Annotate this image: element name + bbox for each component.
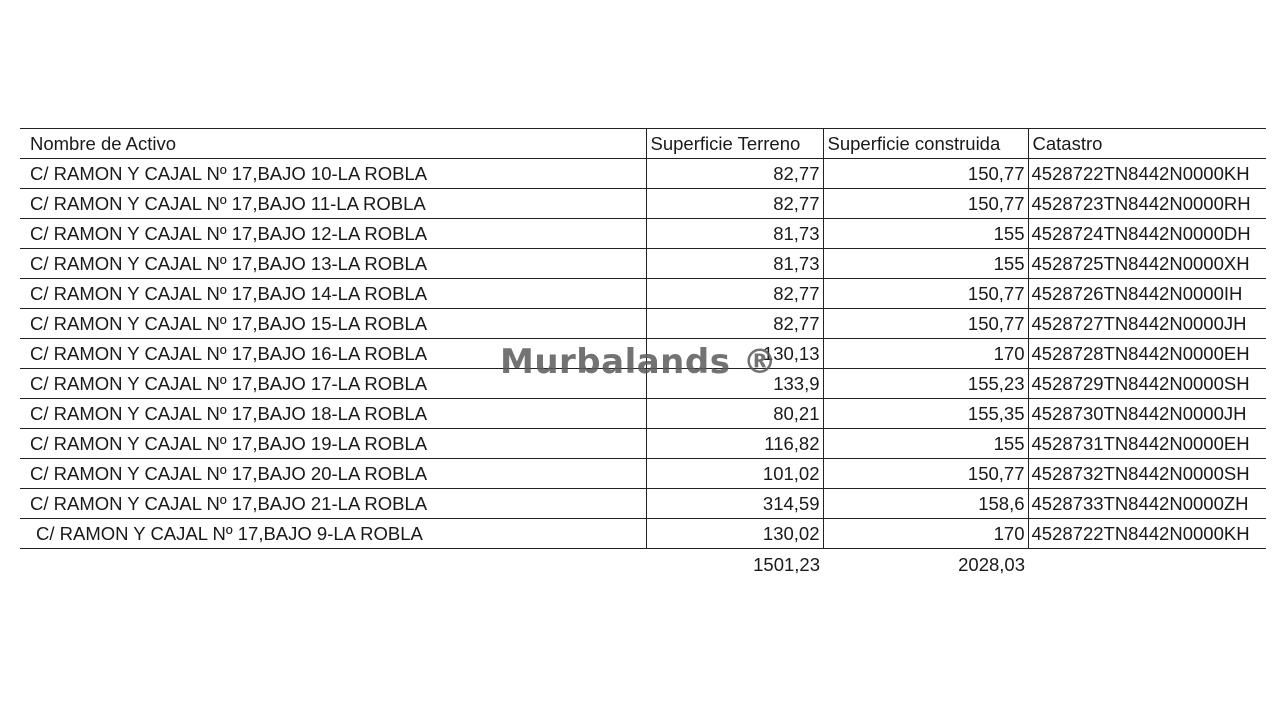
land-area: 81,73 — [646, 219, 823, 249]
built-area: 155 — [823, 249, 1028, 279]
asset-table — [20, 128, 1266, 579]
land-area: 116,82 — [646, 429, 823, 459]
table-row — [20, 369, 1266, 399]
land-area: 101,02 — [646, 459, 823, 489]
cadastre: 4528722TN8442N0000KH — [1028, 519, 1266, 549]
built-area: 170 — [823, 519, 1028, 549]
cadastre: 4528728TN8442N0000EH — [1028, 339, 1266, 369]
built-area: 150,77 — [823, 309, 1028, 339]
totals-label-cell — [20, 549, 646, 580]
totals-empty-cell — [1028, 549, 1266, 580]
built-area: 155 — [823, 219, 1028, 249]
table-header-row — [20, 129, 1266, 159]
table-row — [20, 279, 1266, 309]
land-area: 82,77 — [646, 279, 823, 309]
cadastre: 4528731TN8442N0000EH — [1028, 429, 1266, 459]
asset-name: C/ RAMON Y CAJAL Nº 17,BAJO 21-LA ROBLA — [20, 489, 646, 519]
total-built-area: 2028,03 — [958, 553, 1025, 575]
land-area: 81,73 — [646, 249, 823, 279]
built-area: 155,23 — [823, 369, 1028, 399]
table-row — [20, 309, 1266, 339]
asset-name: C/ RAMON Y CAJAL Nº 17,BAJO 12-LA ROBLA — [20, 219, 646, 249]
cadastre: 4528729TN8442N0000SH — [1028, 369, 1266, 399]
asset-name: C/ RAMON Y CAJAL Nº 17,BAJO 17-LA ROBLA — [20, 369, 646, 399]
header-name: Nombre de Activo — [20, 129, 646, 159]
land-area: 82,77 — [646, 159, 823, 189]
asset-sheet — [20, 128, 1266, 579]
asset-name: C/ RAMON Y CAJAL Nº 17,BAJO 19-LA ROBLA — [20, 429, 646, 459]
table-row — [20, 339, 1266, 369]
cadastre: 4528723TN8442N0000RH — [1028, 189, 1266, 219]
asset-name: C/ RAMON Y CAJAL Nº 17,BAJO 15-LA ROBLA — [20, 309, 646, 339]
built-area: 158,6 — [823, 489, 1028, 519]
land-area: 130,13 — [646, 339, 823, 369]
land-area: 133,9 — [646, 369, 823, 399]
table-row — [20, 189, 1266, 219]
asset-name: C/ RAMON Y CAJAL Nº 17,BAJO 20-LA ROBLA — [20, 459, 646, 489]
built-area: 150,77 — [823, 279, 1028, 309]
total-land-area: 1501,23 — [753, 553, 820, 575]
asset-name: C/ RAMON Y CAJAL Nº 17,BAJO 14-LA ROBLA — [20, 279, 646, 309]
header-built-area: Superficie construida — [823, 129, 1028, 159]
watermark: Murbalands ® — [500, 342, 778, 382]
asset-name: C/ RAMON Y CAJAL Nº 17,BAJO 9-LA ROBLA — [20, 519, 646, 549]
built-area: 155 — [823, 429, 1028, 459]
cadastre: 4528722TN8442N0000KH — [1028, 159, 1266, 189]
cadastre: 4528724TN8442N0000DH — [1028, 219, 1266, 249]
table-row — [20, 159, 1266, 189]
asset-name: C/ RAMON Y CAJAL Nº 17,BAJO 18-LA ROBLA — [20, 399, 646, 429]
cadastre: 4528726TN8442N0000IH — [1028, 279, 1266, 309]
cadastre: 4528727TN8442N0000JH — [1028, 309, 1266, 339]
table-row — [20, 459, 1266, 489]
cadastre: 4528725TN8442N0000XH — [1028, 249, 1266, 279]
land-area: 130,02 — [646, 519, 823, 549]
built-area: 155,35 — [823, 399, 1028, 429]
asset-name: C/ RAMON Y CAJAL Nº 17,BAJO 16-LA ROBLA — [20, 339, 646, 369]
land-area: 82,77 — [646, 309, 823, 339]
table-row — [20, 219, 1266, 249]
built-area: 170 — [823, 339, 1028, 369]
asset-name: C/ RAMON Y CAJAL Nº 17,BAJO 13-LA ROBLA — [20, 249, 646, 279]
cadastre: 4528730TN8442N0000JH — [1028, 399, 1266, 429]
cadastre: 4528733TN8442N0000ZH — [1028, 489, 1266, 519]
header-cadastre: Catastro — [1028, 129, 1266, 159]
cadastre: 4528732TN8442N0000SH — [1028, 459, 1266, 489]
table-row — [20, 429, 1266, 459]
land-area: 82,77 — [646, 189, 823, 219]
land-area: 314,59 — [646, 489, 823, 519]
asset-name: C/ RAMON Y CAJAL Nº 17,BAJO 11-LA ROBLA — [20, 189, 646, 219]
built-area: 150,77 — [823, 159, 1028, 189]
asset-name: C/ RAMON Y CAJAL Nº 17,BAJO 10-LA ROBLA — [20, 159, 646, 189]
table-row — [20, 249, 1266, 279]
header-land-area: Superficie Terreno — [646, 129, 823, 159]
built-area: 150,77 — [823, 459, 1028, 489]
table-row — [20, 519, 1266, 549]
table-row — [20, 399, 1266, 429]
land-area: 80,21 — [646, 399, 823, 429]
totals-row — [20, 549, 1266, 580]
table-row — [20, 489, 1266, 519]
built-area: 150,77 — [823, 189, 1028, 219]
